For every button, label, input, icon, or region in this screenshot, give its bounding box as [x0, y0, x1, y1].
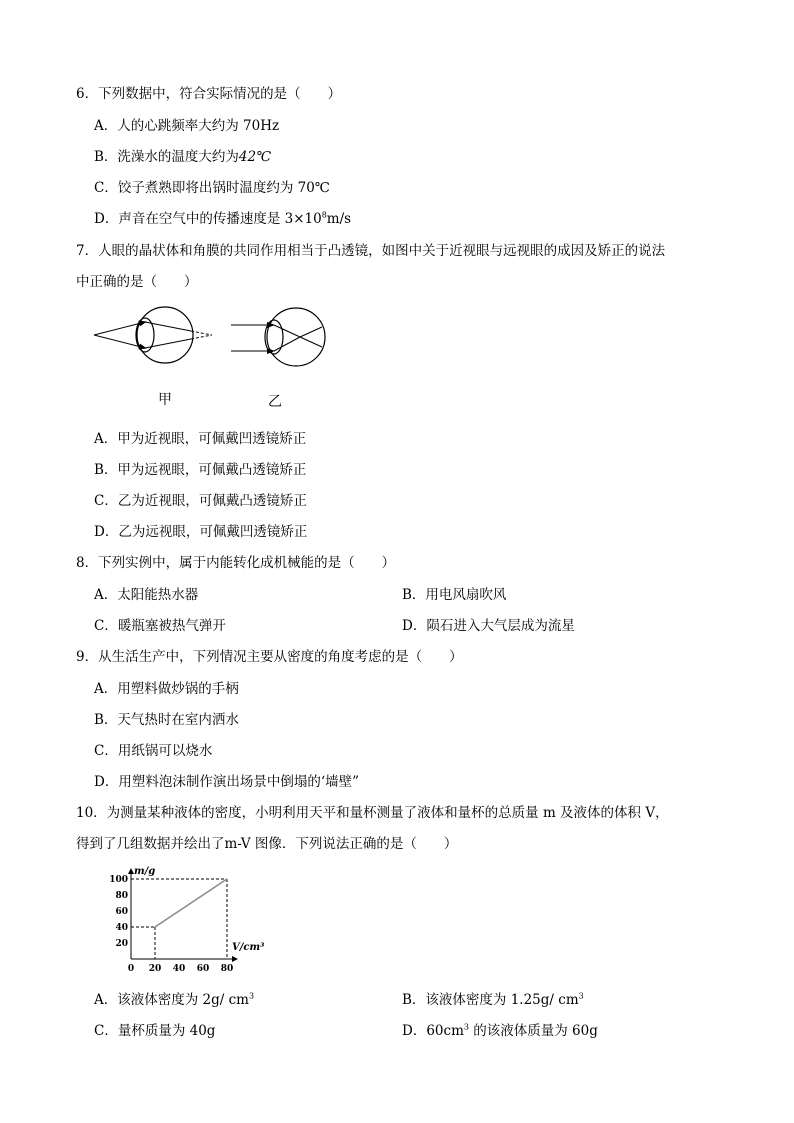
q7-option-b: B．甲为远视眼，可佩戴凸透镜矫正	[94, 462, 307, 478]
q6-option-d	[94, 207, 351, 227]
q10-option-d	[402, 1019, 598, 1039]
q6-stem: 6．下列数据中，符合实际情况的是（ ）	[76, 86, 342, 102]
eye-left	[94, 307, 212, 363]
x-axis-label: V/cm³	[232, 942, 265, 953]
q8-stem: 8．下列实例中，属于内能转化成机械能的是（ ）	[76, 555, 396, 571]
fig-label-right: 乙	[268, 394, 282, 410]
q6-option-d-exponent: 8	[321, 210, 327, 220]
q10-option-d-text: D．60cm	[402, 1023, 464, 1039]
y-tick-label: 80	[115, 891, 128, 901]
q7-option-d: D．乙为远视眼，可佩戴凹透镜矫正	[94, 524, 308, 540]
q9-option-d: D．用塑料泡沫制作演出场景中倒塌的‘墙壁”	[94, 774, 360, 790]
q10-option-a-text: A．该液体密度为 2g/ cm	[94, 992, 249, 1008]
q10-option-a-exponent: 3	[248, 991, 255, 1001]
q6-option-d-unit: m/s	[326, 211, 352, 227]
fig-label-left: 甲	[158, 392, 172, 408]
x-tick-label: 40	[172, 964, 186, 974]
q6-option-d-text: D．声音在空气中的传播速度是 3×10	[94, 211, 322, 227]
series-line	[155, 879, 227, 927]
q10-option-b-exponent: 3	[578, 991, 584, 1001]
q10-stem-line1: 10．为测量某种液体的密度，小明利用天平和量杯测量了液体和量杯的总质量 m 及液体的体积 V，	[76, 805, 669, 821]
q6-option-b	[94, 145, 271, 165]
q6-option-a: A．人的心跳频率大约为 70Hz	[94, 118, 280, 134]
q10-stem-line2: 得到了几组数据并绘出了m-V 图像．下列说法正确的是（ ）	[76, 836, 458, 852]
x-tick-label: 80	[220, 964, 234, 974]
q8-option-c: C．暖瓶塞被热气弹开	[94, 618, 226, 634]
y-tick-label: 40	[115, 923, 128, 933]
q6-option-b-text: B．洗澡水的温度大约为	[94, 149, 239, 165]
q8-option-b: B．用电风扇吹风	[402, 587, 507, 603]
q10-option-b-text: B．该液体密度为 1.25g/ cm	[402, 992, 579, 1008]
mv-chart	[104, 862, 284, 977]
q9-stem: 9．从生活生产中，下列情况主要从密度的角度考虑的是（ ）	[76, 649, 463, 665]
x-tick-label: 0	[127, 964, 135, 974]
q10-option-d-exponent: 3	[463, 1022, 469, 1032]
q6-option-b-value: 42℃	[238, 149, 272, 165]
q7-stem-line1: 7．人眼的晶状体和角膜的共同作用相当于凸透镜，如图中关于近视眼与远视眼的成因及矫正的说法	[76, 243, 666, 259]
q6-option-c: C．饺子煮熟即将出锅时温度约为 70℃	[94, 180, 330, 196]
q9-option-a: A．用塑料做炒锅的手柄	[94, 681, 239, 697]
eye-diagram	[88, 300, 338, 415]
q7-option-a: A．甲为近视眼，可佩戴凹透镜矫正	[94, 431, 307, 447]
q8-option-d: D．陨石进入大气层成为流星	[402, 618, 575, 634]
y-tick-label: 60	[115, 907, 128, 917]
x-tick-label: 20	[148, 964, 162, 974]
y-tick-label: 20	[115, 939, 128, 949]
eye-right	[231, 308, 325, 366]
q7-stem-line2: 中正确的是（ ）	[76, 274, 198, 290]
x-tick-label: 60	[196, 964, 210, 974]
y-tick-label: 100	[109, 875, 128, 885]
q10-option-b	[402, 988, 584, 1008]
y-axis-label: m/g	[134, 866, 156, 877]
q8-option-a: A．太阳能热水器	[94, 587, 199, 603]
q10-option-c: C．量杯质量为 40g	[94, 1023, 216, 1039]
q10-option-d-suffix: 的该液体质量为 60g	[468, 1023, 598, 1039]
q10-option-a	[94, 988, 254, 1008]
q9-option-b: B．天气热时在室内洒水	[94, 712, 239, 728]
q7-option-c: C．乙为近视眼，可佩戴凸透镜矫正	[94, 493, 307, 509]
q9-option-c: C．用纸锅可以烧水	[94, 743, 213, 759]
